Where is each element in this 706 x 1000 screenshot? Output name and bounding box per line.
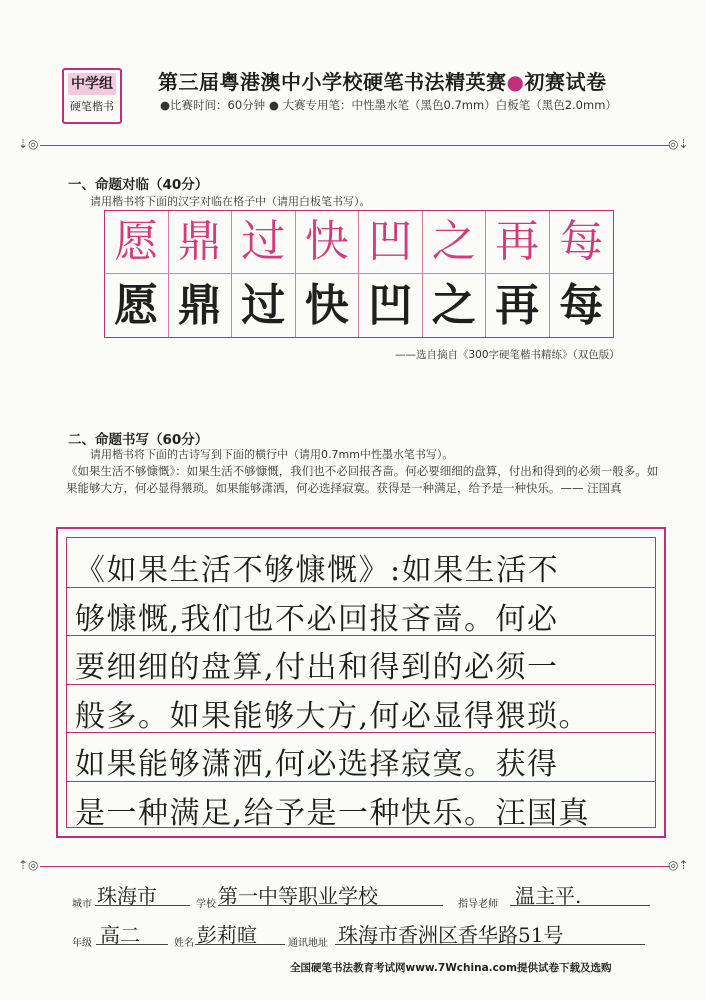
page-title: [158, 66, 606, 95]
written-line: 如果能够潇洒,何必选择寂寞。获得: [75, 747, 559, 782]
written-line: 般多。如果能够大方,何必显得猥琐。: [75, 698, 591, 734]
copied-char-cell: [105, 274, 169, 337]
written-line: 是一种满足,给予是一种快乐。汪国真: [75, 795, 591, 831]
model-char: 之: [431, 216, 476, 267]
school-underline: [218, 905, 443, 906]
model-char-cell: [169, 211, 233, 274]
copied-char: 凹: [368, 279, 413, 331]
address-value: 珠海市香洲区香华路51号: [338, 923, 564, 947]
title-tail: 初赛试卷: [524, 70, 607, 94]
bottom-note: 全国硬笔书法教育考试网www.7Wchina.com提供试卷下载及选购: [290, 962, 612, 974]
model-char: 过: [241, 216, 286, 267]
city-label: 城市: [72, 899, 92, 910]
teacher-label: 指导老师: [458, 899, 498, 910]
section1-note: 请用楷书将下面的汉字对临在格子中（请用白板笔书写）。: [90, 195, 371, 208]
address-underline: [335, 944, 645, 945]
model-char-cell: [550, 211, 614, 274]
swirl-ornament-icon: ◎⇣: [668, 137, 689, 151]
city-value: 珠海市: [97, 884, 157, 908]
writing-box: [56, 527, 666, 838]
school-value: 第一中等职业学校: [218, 884, 378, 908]
grade-value: 高二: [100, 923, 140, 947]
model-char: 凹: [368, 216, 413, 267]
section2-note: 请用楷书将下面的古诗写到下面的横行中（请用0.7mm中性墨水笔书写）。: [90, 448, 454, 461]
model-char: 每: [559, 216, 604, 267]
model-char-cell: [232, 211, 296, 274]
model-char-cell: [296, 211, 360, 274]
exam-info: ●比赛时间：60分钟 ● 大赛专用笔：中性墨水笔（黑色0.7mm）白板笔（黑色2.0mm）: [160, 98, 617, 112]
copied-char-cell: [296, 274, 360, 337]
model-char: 愿: [114, 216, 159, 267]
model-char: 再: [495, 216, 540, 267]
section2-heading: 二、命题书写（60分）: [68, 432, 209, 448]
model-char-cell: [423, 211, 487, 274]
source-citation: ——选自摘自《300字硬笔楷书精练》（双色版）: [395, 349, 620, 361]
title-main: 第三届粤港澳中小学校硬笔书法精英赛: [158, 70, 507, 94]
copied-char: 之: [431, 279, 476, 331]
copy-grid: [104, 210, 614, 338]
copied-char-cell: [486, 274, 550, 337]
copied-char-cell: [359, 274, 423, 337]
written-line: 要细细的盘算,付出和得到的必须一: [75, 650, 559, 685]
swirl-ornament-icon: ⇡◎: [18, 858, 39, 872]
name-underline: [195, 944, 285, 945]
section1-heading: 一、命题对临（40分）: [68, 177, 209, 193]
top-divider: [40, 145, 670, 146]
title-dot: ●: [506, 70, 525, 94]
teacher-value: 温主平.: [515, 884, 582, 908]
model-char: 鼎: [177, 216, 222, 267]
name-label: 姓名: [174, 938, 194, 949]
grade-underline: [96, 944, 168, 945]
model-char-cell: [359, 211, 423, 274]
writing-lines: [66, 537, 656, 831]
swirl-ornament-icon: ◎⇡: [668, 858, 689, 872]
group-label: 中学组: [68, 73, 116, 95]
copied-char-cell: [550, 274, 614, 337]
copied-char: 愿: [114, 279, 159, 331]
copied-char-cell: [169, 274, 233, 337]
copied-char: 再: [495, 279, 540, 331]
model-char: 快: [304, 216, 349, 267]
copied-char: 快: [304, 279, 349, 331]
teacher-underline: [510, 905, 650, 906]
copied-char: 每: [559, 279, 604, 331]
written-line: 够慷慨,我们也不必回报吝啬。何必: [75, 601, 559, 637]
model-char-cell: [486, 211, 550, 274]
copied-char-cell: [232, 274, 296, 337]
group-badge: [62, 68, 122, 124]
city-underline: [95, 905, 190, 906]
swirl-ornament-icon: ⇣◎: [18, 137, 39, 151]
group-sub-label: 硬笔楷书: [70, 100, 114, 113]
poem-passage: 《如果生活不够慷慨》：如果生活不够慷慨，我们也不必回报吝啬。何必要细细的盘算，付出和得到的必须一般多。如果能够大方，何必显得猥琐。如果能够潇洒，何必选择寂寞。获得是一种满足，给予是一种快乐。—— 汪国真: [66, 464, 659, 495]
grade-label: 年级: [72, 938, 92, 949]
school-label: 学校: [196, 899, 216, 910]
bottom-divider: [40, 866, 670, 867]
name-value: 彭莉暄: [197, 923, 257, 947]
copied-char: 过: [241, 279, 286, 331]
address-label: 通讯地址: [288, 938, 328, 949]
copied-char: 鼎: [177, 279, 222, 331]
written-line: 《如果生活不够慷慨》:如果生活不: [75, 553, 560, 588]
copied-char-cell: [423, 274, 487, 337]
model-char-cell: [105, 211, 169, 274]
